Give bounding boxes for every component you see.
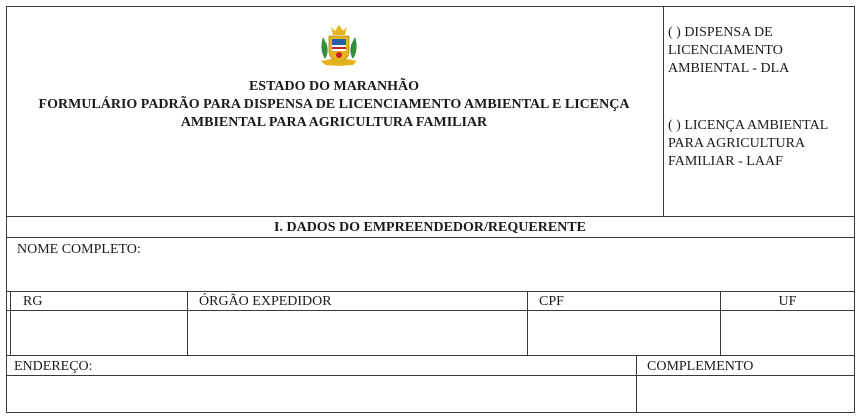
section-title-empreendedor: I. DADOS DO EMPREENDEDOR/REQUERENTE [274,220,586,235]
cpf-label: CPF [539,294,564,309]
nome-row-bottom-line [6,291,855,292]
form-top-border [6,6,855,7]
option-laaf-line-1: ( ) LICENÇA AMBIENTAL [668,118,829,133]
uf-label: UF [778,294,797,309]
option-laaf-line-2: PARA AGRICULTURA [668,136,806,151]
endereco-label: ENDEREÇO: [14,359,93,374]
form-title-line-1: FORMULÁRIO PADRÃO PARA DISPENSA DE LICENCIAMENTO AMBIENTAL E LICENÇA [38,97,630,112]
nome-completo-field[interactable] [7,260,853,290]
complemento-field[interactable] [637,376,853,411]
id-values-bottom-line [6,355,855,356]
form-bottom-border [6,412,855,413]
complemento-label: COMPLEMENTO [647,359,754,374]
form-right-border [854,6,855,413]
form-title-line-2: AMBIENTAL PARA AGRICULTURA FAMILIAR [180,115,488,130]
form-title [6,78,662,132]
orgao-expedidor-field[interactable] [188,311,526,354]
orgao-expedidor-label: ÓRGÃO EXPEDIDOR [199,294,332,309]
maranhao-coat-of-arms-icon [317,23,361,67]
nome-completo-label: NOME COMPLETO: [17,242,141,257]
option-dla[interactable] [668,24,853,78]
header-divider [663,6,664,217]
rg-label: RG [23,294,43,309]
option-dla-line-3: AMBIENTAL - DLA [668,61,790,76]
form-left-border [6,6,7,413]
uf-field[interactable] [721,311,853,354]
state-name: ESTADO DO MARANHÃO [248,79,420,94]
cpf-field[interactable] [528,311,719,354]
option-laaf[interactable] [668,117,853,171]
option-dla-line-2: LICENCIAMENTO [668,43,783,58]
option-dla-line-1: ( ) DISPENSA DE [668,25,773,40]
option-laaf-line-3: FAMILIAR - LAAF [668,154,783,169]
rg-field[interactable] [11,311,186,354]
endereco-field[interactable] [7,376,635,411]
